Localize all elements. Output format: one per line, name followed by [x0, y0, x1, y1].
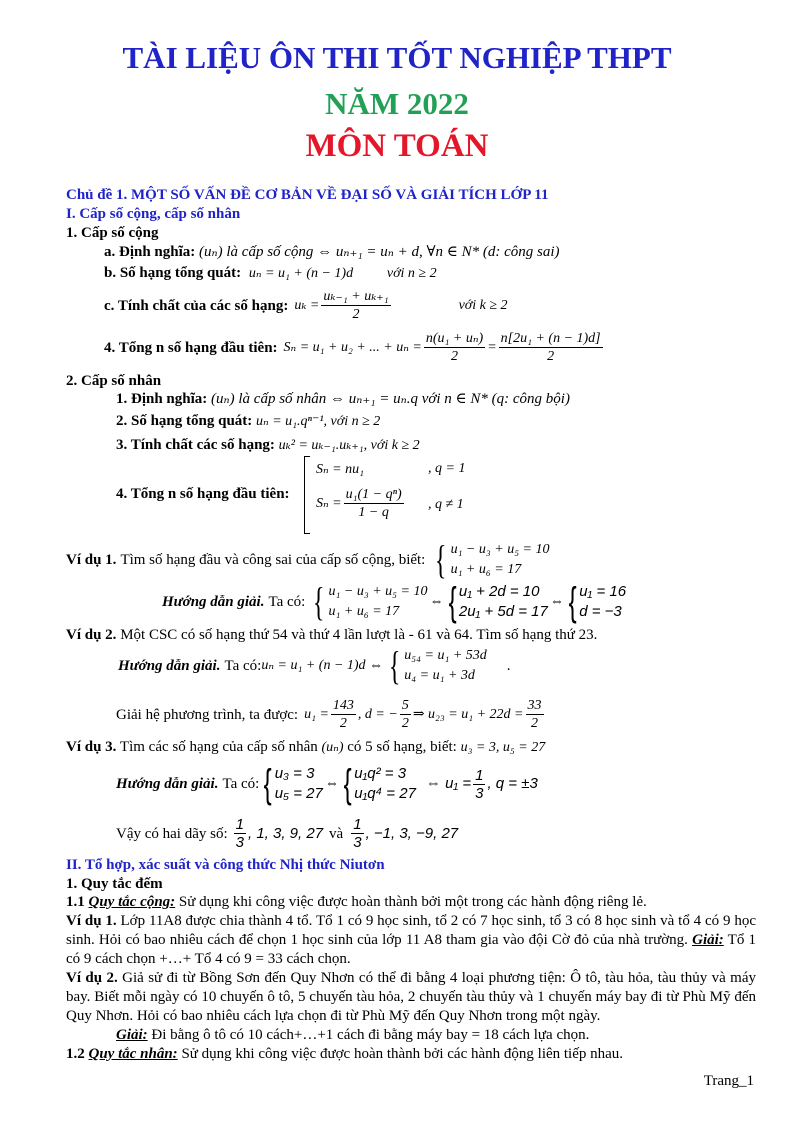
- example-3-guide-label: Hướng dẫn giải.: [116, 776, 219, 792]
- example-3-s2-eq-1: u₁q² = 3: [354, 765, 407, 782]
- example-3-seq2-denominator: 3: [353, 834, 362, 851]
- addition-rule-number: 1.1: [66, 894, 85, 910]
- asp-sum-label: 4. Tổng n số hạng đầu tiên:: [104, 339, 278, 356]
- example-2-u23-numerator: 33: [527, 698, 542, 713]
- example-1-s2-eq-2: 2u₁ + 5d = 17: [458, 603, 548, 620]
- example-2-eq-1: u₅₄ = u₁ + 53d: [404, 648, 487, 663]
- example-1-s1-eq-1: u₁ − u₃ + u₅ = 10: [328, 584, 428, 599]
- example-3: [66, 738, 545, 757]
- example-1-solution-system-2: [446, 582, 548, 622]
- asp-general-term-label: b. Số hạng tổng quát:: [104, 265, 242, 281]
- gsp-sum-case-2-condition: , q ≠ 1: [428, 497, 464, 512]
- example-2-result: [116, 697, 546, 732]
- asp-definition-text: (uₙ) là cấp số cộng ⇔ uₙ₊₁ = uₙ + d, ∀n ∈ N* (d: công sai): [199, 244, 560, 260]
- asp-sum-fraction-2: [499, 330, 603, 365]
- example-1-text: Tìm số hạng đầu và công sai của cấp số cộng, biết:: [120, 552, 426, 568]
- asp-property-numerator: uₖ₋₁ + uₖ₊₁: [323, 289, 389, 304]
- example-2-formula: uₙ = u₁ + (n − 1)d ⇔: [261, 658, 384, 673]
- example-1-s2-eq-1: u₁ + 2d = 10: [458, 583, 540, 600]
- gsp-sum-bracket: [304, 456, 310, 534]
- example-1-s1-eq-2: u₁ + u₆ = 17: [328, 604, 400, 619]
- example-1-eq-1: u₁ − u₃ + u₅ = 10: [450, 542, 550, 557]
- counting-example-1-solution-label: Giải:: [692, 932, 724, 948]
- example-2-d-numerator: 5: [401, 698, 409, 713]
- example-3-s1-eq-2: u₅ = 27: [274, 785, 323, 802]
- example-3-text: Tìm các số hạng của cấp số nhân: [119, 739, 318, 755]
- example-2-eq-2: u₄ = u₁ + 3d: [404, 668, 475, 683]
- example-2-d-fraction: [400, 697, 411, 732]
- asp-sum-denominator-1: 2: [451, 349, 459, 364]
- example-3-given: u₃ = 3, u₅ = 27: [460, 740, 546, 755]
- gsp-property: [116, 436, 420, 455]
- example-3-result-label: ⇔ u₁ =: [425, 775, 472, 792]
- example-2-label: Ví dụ 2.: [66, 627, 117, 643]
- example-2-u23-fraction: [526, 697, 544, 732]
- gsp-sum-case-2-lhs: Sₙ =: [316, 496, 342, 511]
- asp-property: [104, 288, 508, 323]
- counting-example-2-text: Giả sử đi từ Bồng Sơn đến Quy Nhơn có thể đi bằng 4 loại phương tiện: Ô tô, tàu hỏa, tàu thủy và máy bay. Biết mỗi ngày có 10 chuyến ô tô, 5 chuyến tàu hỏa, 2 chuyến tàu thủy và 1 chuyến máy bay đi từ Phù Mỹ đến Quy Nhơn. Hỏi có bao nhiêu cách lựa chọn đi từ Phù Mỹ đến Quy Nhơn trong một ngày.: [66, 970, 756, 1024]
- counting-example-2-solution-text: Đi bằng ô tô có 10 cách+…+1 cách đi bằng máy bay = 18 cách lựa chọn.: [151, 1027, 590, 1043]
- example-1-label: Ví dụ 1.: [66, 552, 117, 568]
- section-2-heading: II. Tổ hợp, xác suất và công thức Nhị thức Niutơn: [66, 857, 385, 873]
- gsp-sum-case-1: Sₙ = nu₁: [316, 462, 364, 477]
- gsp-sum-case-2-fraction: [344, 486, 404, 521]
- gsp-definition: [116, 390, 570, 408]
- example-2-text: Một CSC có số hạng thứ 54 và thứ 4 lần lượt là - 61 và 64. Tìm số hạng thứ 23.: [120, 627, 598, 643]
- asp-sum-fraction-1: [424, 330, 485, 365]
- example-2-solution: [118, 643, 511, 688]
- asp-sum-numerator-2: n[2u₁ + (n − 1)d]: [500, 331, 601, 346]
- asp-sum-numerator-1: n(u₁ + uₙ): [425, 331, 484, 346]
- example-3-seq2-fraction: [351, 816, 363, 851]
- brace-icon: {: [264, 762, 273, 806]
- counting-example-2-solution: [116, 1026, 589, 1044]
- equivalence-icon: ⇔: [549, 594, 564, 609]
- example-3-text-2: có 5 số hạng, biết:: [347, 739, 457, 755]
- asp-sum-equals: =: [487, 339, 497, 355]
- asp-property-denominator: 2: [352, 307, 360, 322]
- example-2-d-denominator: 2: [401, 716, 409, 731]
- example-3-system-1: [261, 764, 323, 804]
- asp-property-condition: với k ≥ 2: [458, 297, 508, 313]
- example-3-and: và: [329, 825, 344, 842]
- asp-property-label: c. Tính chất của các số hạng:: [104, 297, 289, 314]
- counting-example-1-solution: Tổ 1 có 9 cách chọn +…+ Tổ 4 có 9 = 33 cách chọn.: [66, 932, 756, 967]
- example-2-u23-label: ⇒ u₂₃ = u₁ + 22d =: [412, 706, 524, 722]
- brace-icon: {: [435, 537, 447, 582]
- gsp-sum-case-2: [316, 486, 406, 521]
- gsp-sum-case-2-denominator: 1 − q: [358, 505, 389, 520]
- example-3-seq2-numerator: 1: [353, 816, 362, 833]
- example-2-solve-text: Giải hệ phương trình, ta được:: [116, 706, 299, 723]
- counting-example-2-solution-label: Giải:: [116, 1027, 148, 1043]
- counting-example-2: [66, 969, 756, 1026]
- subsection-geometric: 2. Cấp số nhân: [66, 373, 162, 389]
- subsection-arithmetic: 1. Cấp số cộng: [66, 225, 159, 241]
- asp-definition: [104, 243, 560, 261]
- example-3-sequence: (uₙ): [321, 740, 344, 755]
- multiplication-rule-number: 1.2: [66, 1046, 85, 1062]
- title-line-2: NĂM 2022: [325, 86, 469, 121]
- title-line-1: TÀI LIỆU ÔN THI TỐT NGHIỆP THPT: [122, 40, 672, 75]
- asp-general-term-condition: với n ≥ 2: [386, 266, 437, 281]
- addition-rule-text: Sử dụng khi công việc được hoàn thành bởi một trong các hành động riêng lẻ.: [178, 894, 647, 910]
- multiplication-rule-text: Sử dụng khi công việc được hoàn thành bởi các hành động liên tiếp nhau.: [181, 1046, 624, 1062]
- asp-general-term: [104, 264, 437, 283]
- gsp-sum-label: 4. Tổng n số hạng đầu tiên:: [116, 486, 290, 502]
- counting-example-2-label: Ví dụ 2.: [66, 970, 118, 986]
- page-number: Trang_1: [703, 1073, 754, 1089]
- example-3-seq1-numerator: 1: [235, 816, 244, 833]
- example-2-d-label: , d = −: [357, 706, 398, 722]
- example-3-conclusion: [116, 816, 458, 851]
- section-1-heading: I. Cấp số cộng, cấp số nhân: [66, 206, 241, 222]
- gsp-sum-case-1-condition: , q = 1: [428, 461, 466, 476]
- title-line-3: MÔN TOÁN: [305, 128, 489, 164]
- example-3-seq1-denominator: 3: [235, 834, 244, 851]
- addition-rule: [66, 893, 756, 912]
- brace-icon: {: [313, 579, 325, 624]
- example-3-result-q: , q = ±3: [487, 775, 538, 792]
- example-2-guide-text: Ta có:: [224, 658, 262, 674]
- example-3-result-numerator: 1: [475, 766, 484, 784]
- asp-property-lhs: uₖ =: [294, 297, 320, 313]
- asp-sum: [104, 330, 605, 365]
- example-3-result-fraction: [473, 767, 485, 802]
- example-3-system-2: [341, 764, 416, 804]
- example-3-seq1-rest: , 1, 3, 9, 27: [247, 824, 324, 842]
- example-2-u23-denominator: 2: [531, 716, 539, 731]
- example-2-dot: .: [506, 658, 511, 674]
- gsp-general-term-formula: uₙ = u₁.qⁿ⁻¹, với n ≥ 2: [256, 414, 381, 429]
- gsp-general-term: [116, 412, 380, 431]
- example-1-s3-eq-2: d = −3: [579, 603, 622, 620]
- asp-property-fraction: [321, 288, 390, 323]
- gsp-definition-label: 1. Định nghĩa:: [116, 391, 208, 407]
- asp-general-term-formula: uₙ = u₁ + (n − 1)d: [248, 266, 354, 281]
- example-1-solution-system-1: [309, 579, 428, 624]
- example-2-u1-denominator: 2: [339, 716, 347, 731]
- example-2-system: [385, 643, 487, 688]
- example-1: [66, 537, 550, 582]
- example-2-u1-numerator: 143: [332, 698, 354, 713]
- gsp-property-formula: uₖ² = uₖ₋₁.uₖ₊₁, với k ≥ 2: [278, 438, 420, 453]
- brace-icon: {: [448, 580, 457, 624]
- brace-icon: {: [343, 762, 352, 806]
- example-3-label: Ví dụ 3.: [66, 739, 117, 755]
- brace-icon: {: [388, 643, 401, 688]
- example-1-solution-system-3: [566, 582, 626, 622]
- example-3-s2-eq-2: u₁q⁴ = 27: [354, 785, 416, 802]
- example-2: [66, 626, 597, 644]
- example-1-eq-2: u₁ + u₆ = 17: [450, 562, 522, 577]
- topic-heading: Chủ đề 1. MỘT SỐ VẤN ĐỀ CƠ BẢN VỀ ĐẠI SỐ VÀ GIẢI TÍCH LỚP 11: [66, 187, 549, 203]
- example-2-u1-label: u₁ =: [304, 706, 329, 722]
- example-1-s3-eq-1: u₁ = 16: [579, 583, 627, 600]
- asp-sum-lhs: Sₙ = u₁ + u₂ + ... + uₙ =: [283, 339, 422, 355]
- equivalence-icon: ⇔: [429, 594, 444, 609]
- multiplication-rule-name: Quy tắc nhân:: [88, 1046, 178, 1062]
- example-3-conclusion-text: Vậy có hai dãy số:: [116, 825, 228, 842]
- brace-icon: {: [568, 580, 577, 624]
- gsp-general-term-label: 2. Số hạng tổng quát:: [116, 413, 253, 429]
- example-1-guide-label: Hướng dẫn giải.: [162, 594, 265, 610]
- gsp-definition-text: (uₙ) là cấp số nhân ⇔ uₙ₊₁ = uₙ.q với n ∈ N* (q: công bội): [211, 391, 570, 407]
- example-3-seq1-fraction: [234, 816, 246, 851]
- example-3-result-denominator: 3: [475, 784, 484, 802]
- subsection-counting: 1. Quy tắc đếm: [66, 876, 163, 892]
- example-3-guide-text: Ta có:: [222, 776, 260, 792]
- example-1-solution: [162, 579, 627, 624]
- gsp-property-label: 3. Tính chất các số hạng:: [116, 437, 275, 453]
- asp-sum-denominator-2: 2: [547, 349, 555, 364]
- example-3-seq2-rest: , −1, 3, −9, 27: [365, 824, 459, 842]
- multiplication-rule: [66, 1045, 623, 1063]
- gsp-sum-case-2-numerator: u₁(1 − qⁿ): [345, 487, 402, 502]
- example-1-system: [431, 537, 550, 582]
- example-1-guide-text: Ta có:: [268, 594, 306, 610]
- counting-example-1-text: Lớp 11A8 được chia thành 4 tổ. Tổ 1 có 9 học sinh, tổ 2 có 7 học sinh, tổ 3 có 8 học sinh và tổ 4 có 9 học sinh. Hỏi có bao nhiêu cách để chọn 1 học sinh của lớp 11 A8 tham gia vào đội Cờ đỏ của nhà trường.: [66, 913, 757, 948]
- counting-example-1-label: Ví dụ 1.: [66, 913, 117, 929]
- addition-rule-name: Quy tắc cộng:: [88, 894, 176, 910]
- example-3-s1-eq-1: u₃ = 3: [274, 765, 315, 782]
- example-2-u1-fraction: [331, 697, 356, 732]
- example-2-guide-label: Hướng dẫn giải.: [118, 658, 221, 674]
- example-3-solution: [116, 764, 538, 804]
- asp-definition-label: a. Định nghĩa:: [104, 244, 196, 260]
- equivalence-icon: ⇔: [324, 776, 339, 791]
- counting-example-1: [66, 912, 756, 969]
